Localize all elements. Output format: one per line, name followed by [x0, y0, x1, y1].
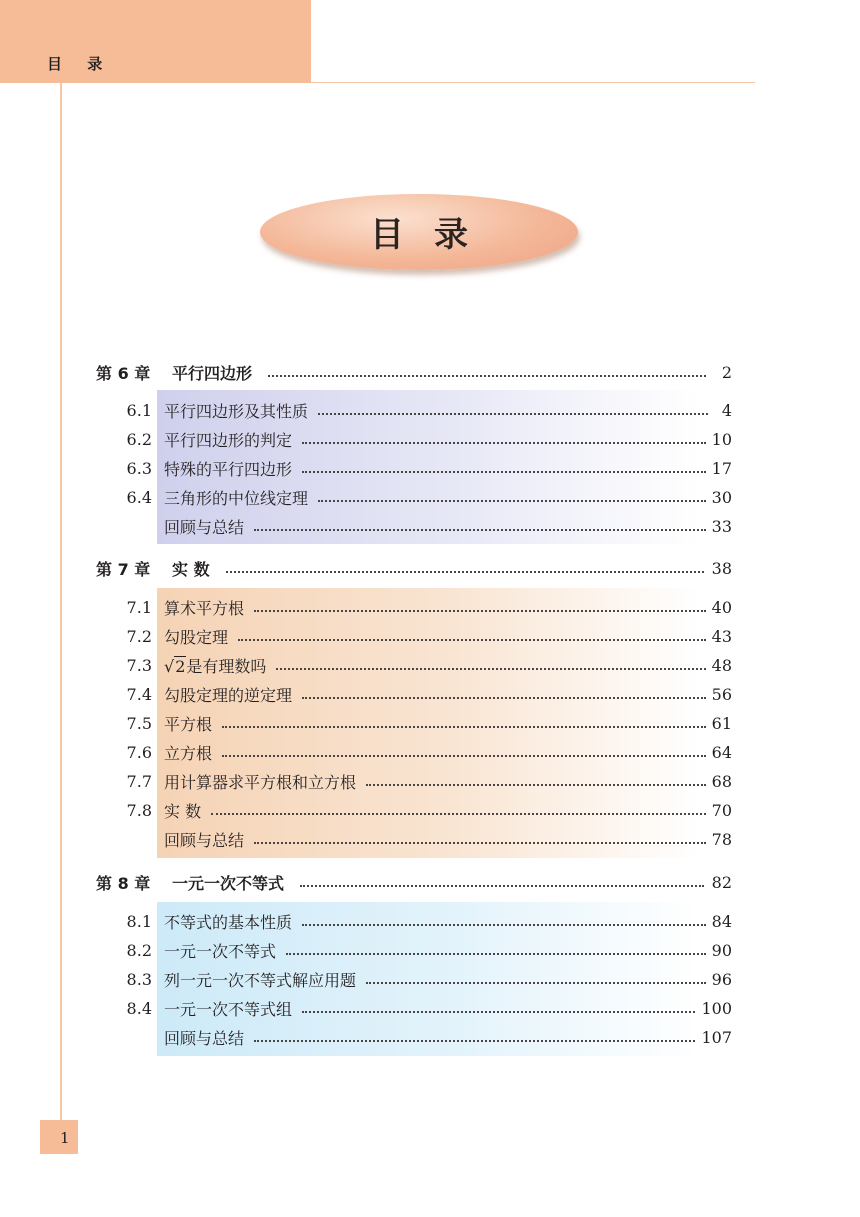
- section-title: 立方根: [164, 743, 213, 763]
- chapter-row-7[interactable]: [96, 556, 732, 580]
- section-number: 7.3: [126, 655, 152, 675]
- section-title: 算术平方根: [164, 598, 245, 618]
- toc-entry[interactable]: [96, 908, 732, 934]
- chapter-title: 实 数: [172, 559, 210, 579]
- section-number: 7.5: [126, 713, 152, 733]
- toc-entry[interactable]: [96, 513, 732, 539]
- section-number: 8.4: [126, 998, 152, 1018]
- section-title: 回顾与总结: [164, 517, 245, 537]
- dot-leader: [276, 667, 705, 670]
- section-page: 30: [711, 487, 732, 507]
- dot-leader: [302, 470, 706, 473]
- page-number: 1: [60, 1129, 70, 1147]
- chapter-number: 第 6 章: [96, 363, 151, 383]
- section-page: 48: [711, 655, 732, 675]
- toc-entry[interactable]: [96, 710, 732, 736]
- page-number-box: [40, 1120, 78, 1154]
- dot-leader: [268, 374, 706, 377]
- dot-leader: [254, 1039, 695, 1042]
- section-page: 17: [711, 458, 732, 478]
- section-number: 7.2: [126, 626, 152, 646]
- section-title-text: 是有理数吗: [186, 656, 267, 676]
- toc-entry[interactable]: [96, 937, 732, 963]
- margin-rule: [60, 83, 62, 1121]
- toc-entry[interactable]: [96, 797, 732, 823]
- dot-leader: [254, 609, 706, 612]
- section-number: 6.3: [126, 458, 152, 478]
- square-root-symbol: [164, 657, 186, 676]
- toc-entry[interactable]: [96, 966, 732, 992]
- page-title: 目录: [370, 215, 498, 255]
- toc-entry[interactable]: [96, 426, 732, 452]
- section-page: 61: [711, 713, 732, 733]
- toc-entry[interactable]: [96, 623, 732, 649]
- section-page: 10: [711, 429, 732, 449]
- dot-leader: [222, 725, 706, 728]
- section-page: 78: [711, 829, 732, 849]
- dot-leader: [300, 884, 704, 887]
- section-number: 8.1: [126, 911, 152, 931]
- chapter-title: 平行四边形: [172, 363, 253, 383]
- header-rule: [311, 82, 755, 83]
- section-page: 90: [711, 940, 732, 960]
- chapter-row-8[interactable]: [96, 870, 732, 894]
- section-page: 33: [711, 516, 732, 536]
- section-number: 8.2: [126, 940, 152, 960]
- section-page: 43: [711, 626, 732, 646]
- section-title: 勾股定理: [164, 627, 229, 647]
- section-page: 84: [711, 911, 732, 931]
- section-page: 100: [701, 998, 732, 1018]
- dot-leader: [286, 952, 706, 955]
- section-title: 特殊的平行四边形: [164, 459, 293, 479]
- chapter-page: 2: [721, 362, 732, 382]
- section-number: 7.6: [126, 742, 152, 762]
- dot-leader: [238, 638, 706, 641]
- toc-entry[interactable]: [96, 681, 732, 707]
- dot-leader: [366, 783, 706, 786]
- running-header: 目 录: [47, 55, 113, 73]
- section-title: 平行四边形及其性质: [164, 401, 309, 421]
- section-title: 不等式的基本性质: [164, 912, 293, 932]
- section-number: 7.8: [126, 800, 152, 820]
- chapter-row-6[interactable]: [96, 360, 732, 384]
- dot-leader: [222, 754, 706, 757]
- section-title: 用计算器求平方根和立方根: [164, 772, 357, 792]
- radicand: 2: [175, 656, 186, 676]
- toc-entry[interactable]: [96, 1024, 732, 1050]
- dot-leader: [226, 570, 704, 573]
- section-title: 列一元一次不等式解应用题: [164, 970, 357, 990]
- section-title: 勾股定理的逆定理: [164, 685, 293, 705]
- section-number: 7.1: [126, 597, 152, 617]
- section-title: 一元一次不等式: [164, 941, 277, 961]
- toc-entry[interactable]: [96, 995, 732, 1021]
- section-title: 一元一次不等式组: [164, 999, 293, 1019]
- chapter-number: 第 8 章: [96, 873, 151, 893]
- toc-entry[interactable]: [96, 739, 732, 765]
- section-number: 7.7: [126, 771, 152, 791]
- section-number: 6.1: [126, 400, 152, 420]
- section-title: 回顾与总结: [164, 1028, 245, 1048]
- section-number: 7.4: [126, 684, 152, 704]
- chapter-page: 38: [711, 558, 732, 578]
- dot-leader: [302, 1010, 695, 1013]
- chapter-page: 82: [711, 872, 732, 892]
- dot-leader: [318, 499, 706, 502]
- toc-entry[interactable]: [96, 652, 732, 678]
- dot-leader: [211, 812, 706, 815]
- section-page: 4: [721, 400, 732, 420]
- dot-leader: [302, 696, 706, 699]
- radical-sign: √: [164, 656, 175, 676]
- section-title: 平方根: [164, 714, 213, 734]
- toc-entry[interactable]: [96, 455, 732, 481]
- section-page: 107: [701, 1027, 732, 1047]
- section-page: 56: [711, 684, 732, 704]
- toc-entry[interactable]: [96, 594, 732, 620]
- dot-leader: [302, 441, 706, 444]
- section-page: 70: [711, 800, 732, 820]
- dot-leader: [366, 981, 706, 984]
- section-title: [164, 654, 266, 677]
- toc-entry[interactable]: [96, 397, 732, 423]
- dot-leader: [302, 923, 706, 926]
- section-title: 平行四边形的判定: [164, 430, 293, 450]
- section-title: 实 数: [164, 801, 202, 821]
- section-page: 64: [711, 742, 732, 762]
- section-number: 6.2: [126, 429, 152, 449]
- section-number: 8.3: [126, 969, 152, 989]
- section-page: 40: [711, 597, 732, 617]
- dot-leader: [318, 412, 708, 415]
- chapter-number: 第 7 章: [96, 559, 151, 579]
- toc-entry[interactable]: [96, 484, 732, 510]
- dot-leader: [254, 841, 706, 844]
- dot-leader: [254, 528, 706, 531]
- section-title: 三角形的中位线定理: [164, 488, 309, 508]
- toc-entry[interactable]: [96, 826, 732, 852]
- section-page: 96: [711, 969, 732, 989]
- chapter-title: 一元一次不等式: [172, 873, 285, 893]
- section-number: 6.4: [126, 487, 152, 507]
- section-title: 回顾与总结: [164, 830, 245, 850]
- toc-entry[interactable]: [96, 768, 732, 794]
- section-page: 68: [711, 771, 732, 791]
